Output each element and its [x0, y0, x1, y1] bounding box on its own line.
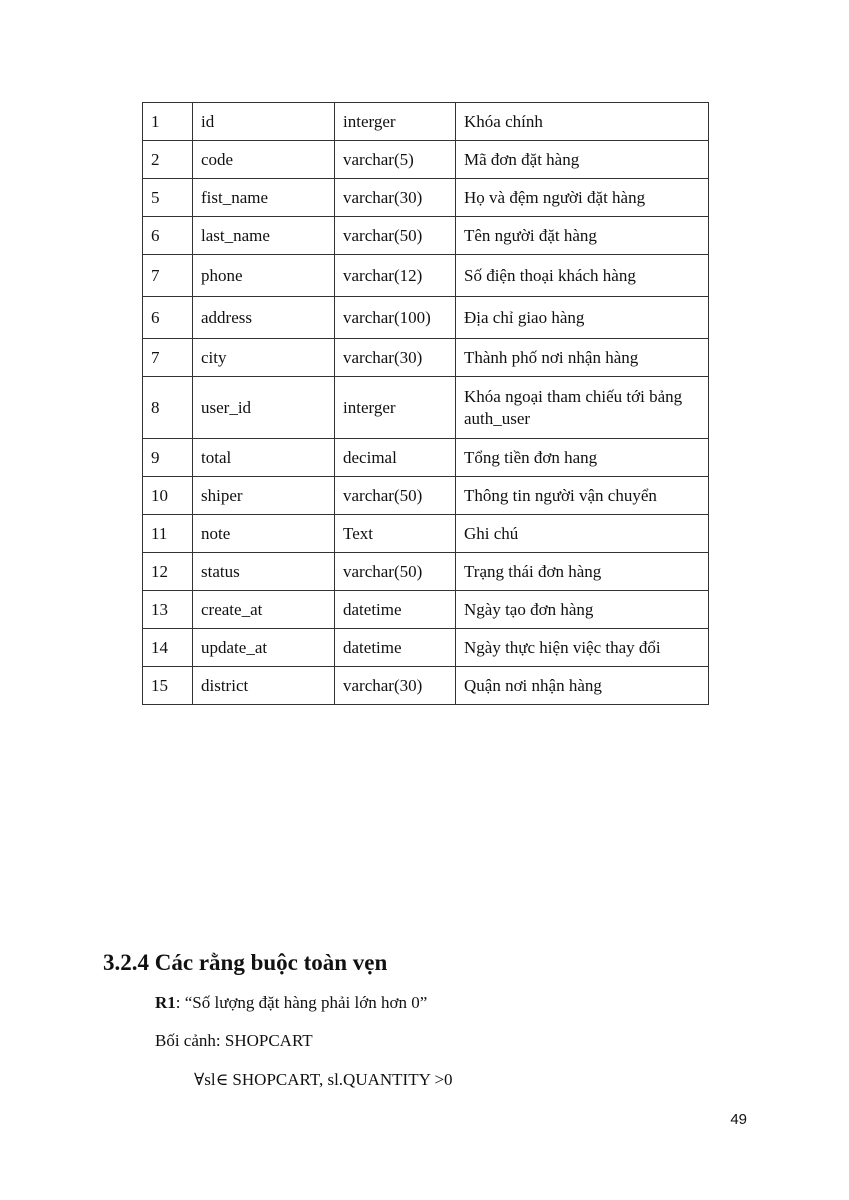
cell-type: varchar(50) — [335, 553, 456, 591]
cell-type: decimal — [335, 439, 456, 477]
cell-no: 14 — [143, 629, 193, 667]
cell-field: update_at — [193, 629, 335, 667]
cell-no: 15 — [143, 667, 193, 705]
cell-field: shiper — [193, 477, 335, 515]
table-row — [143, 629, 709, 667]
cell-field: address — [193, 297, 335, 339]
cell-no: 5 — [143, 179, 193, 217]
cell-type: varchar(50) — [335, 217, 456, 255]
cell-field: code — [193, 141, 335, 179]
cell-desc: Số điện thoại khách hàng — [456, 255, 709, 297]
cell-field: note — [193, 515, 335, 553]
cell-type: varchar(5) — [335, 141, 456, 179]
cell-desc: Địa chỉ giao hàng — [456, 297, 709, 339]
cell-no: 2 — [143, 141, 193, 179]
cell-no: 9 — [143, 439, 193, 477]
table-row — [143, 339, 709, 377]
cell-desc: Mã đơn đặt hàng — [456, 141, 709, 179]
cell-desc: Trạng thái đơn hàng — [456, 553, 709, 591]
rule-paragraph — [155, 993, 427, 1013]
cell-desc: Họ và đệm người đặt hàng — [456, 179, 709, 217]
rule-text: : “Số lượng đặt hàng phải lớn hơn 0” — [175, 993, 428, 1012]
table-row — [143, 217, 709, 255]
context-line: Bối cảnh: SHOPCART — [155, 1031, 313, 1050]
table-row — [143, 297, 709, 339]
cell-no: 6 — [143, 297, 193, 339]
cell-desc: Quận nơi nhận hàng — [456, 667, 709, 705]
cell-type: Text — [335, 515, 456, 553]
cell-field: fist_name — [193, 179, 335, 217]
cell-type: varchar(100) — [335, 297, 456, 339]
cell-no: 11 — [143, 515, 193, 553]
cell-no: 7 — [143, 255, 193, 297]
table-row — [143, 377, 709, 439]
cell-no: 10 — [143, 477, 193, 515]
cell-desc: Khóa chính — [456, 103, 709, 141]
cell-desc: Ghi chú — [456, 515, 709, 553]
cell-desc: Ngày thực hiện việc thay đổi — [456, 629, 709, 667]
cell-field: last_name — [193, 217, 335, 255]
cell-desc: Thông tin người vận chuyển — [456, 477, 709, 515]
cell-field: district — [193, 667, 335, 705]
cell-type: varchar(30) — [335, 179, 456, 217]
cell-no: 6 — [143, 217, 193, 255]
schema-table — [142, 102, 709, 705]
table-row — [143, 515, 709, 553]
cell-field: total — [193, 439, 335, 477]
table-row — [143, 255, 709, 297]
cell-type: varchar(30) — [335, 667, 456, 705]
cell-no: 8 — [143, 377, 193, 439]
cell-type: interger — [335, 377, 456, 439]
cell-field: id — [193, 103, 335, 141]
table-row — [143, 591, 709, 629]
cell-field: create_at — [193, 591, 335, 629]
table-row — [143, 103, 709, 141]
cell-no: 12 — [143, 553, 193, 591]
cell-no: 13 — [143, 591, 193, 629]
cell-field: user_id — [193, 377, 335, 439]
table-row — [143, 667, 709, 705]
cell-desc: Khóa ngoại tham chiếu tới bảng auth_user — [456, 377, 709, 439]
page-number: 49 — [730, 1111, 747, 1128]
table-row — [143, 553, 709, 591]
formula-line: ∀sl∈ SHOPCART, sl.QUANTITY >0 — [194, 1070, 453, 1089]
table-row — [143, 439, 709, 477]
rule-label: R1 — [155, 993, 176, 1012]
cell-type: varchar(12) — [335, 255, 456, 297]
cell-field: city — [193, 339, 335, 377]
cell-desc: Tên người đặt hàng — [456, 217, 709, 255]
section-heading: 3.2.4 Các rằng buộc toàn vẹn — [103, 950, 388, 975]
cell-desc: Tổng tiền đơn hang — [456, 439, 709, 477]
cell-type: varchar(50) — [335, 477, 456, 515]
cell-type: datetime — [335, 591, 456, 629]
cell-no: 1 — [143, 103, 193, 141]
cell-field: phone — [193, 255, 335, 297]
cell-no: 7 — [143, 339, 193, 377]
cell-type: varchar(30) — [335, 339, 456, 377]
table-row — [143, 141, 709, 179]
table-row — [143, 477, 709, 515]
cell-field: status — [193, 553, 335, 591]
table-row — [143, 179, 709, 217]
cell-type: datetime — [335, 629, 456, 667]
cell-desc: Ngày tạo đơn hàng — [456, 591, 709, 629]
cell-desc: Thành phố nơi nhận hàng — [456, 339, 709, 377]
cell-type: interger — [335, 103, 456, 141]
